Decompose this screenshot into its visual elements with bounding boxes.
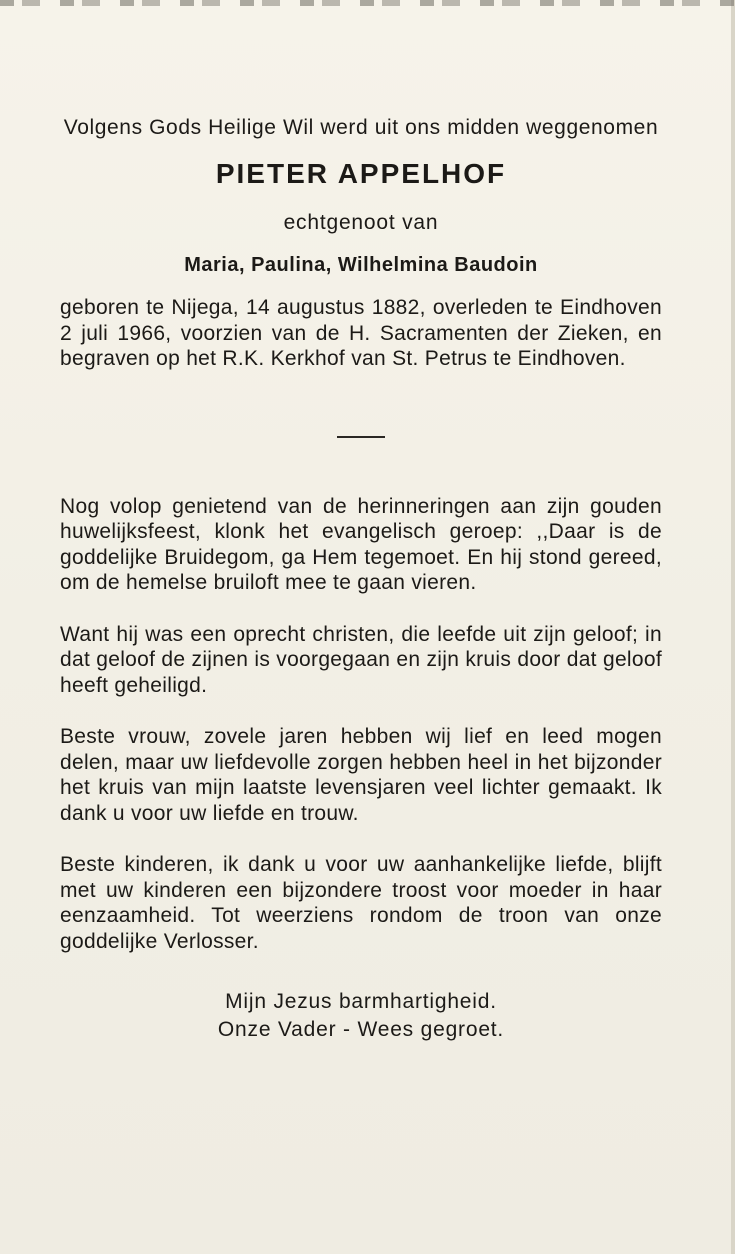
paragraph-4: Beste kinderen, ik dank u voor uw aanhankelijke liefde, blijft met uw kinderen een bijzondere troost voor moeder in haar eenzaamheid. Tot weerziens rondom de troon van onze goddelijke Verlosser. <box>60 853 662 953</box>
life-details: geboren te Nijega, 14 augustus 1882, overleden te Eindhoven 2 juli 1966, voorzien van de H. Sacramenten der Zieken, en begraven op het R.K. Kerkhof van St. Petrus te Eindhoven. <box>60 296 662 370</box>
closing-line-1: Mijn Jezus barmhartigheid. <box>225 990 497 1013</box>
paragraph-2: Want hij was een oprecht christen, die leefde uit zijn geloof; in dat geloof de zijnen is voorgegaan en zijn kruis door dat geloof heeft geheiligd. <box>60 622 662 697</box>
intro-text: Volgens Gods Heilige Wil werd uit ons midden weggenomen <box>63 116 659 139</box>
paragraph-3: Beste vrouw, zovele jaren hebben wij lief en leed mogen delen, maar uw liefdevolle zorgen hebben heel in het bijzonder het kruis van mijn laatste levensjaren veel lichter gemaakt. Ik dank u voor uw liefde en trouw. <box>60 725 662 825</box>
paragraph-1: Nog volop genietend van de herinneringen aan zijn gouden huwelijksfeest, klonk het evangelisch geroep: ,,Daar is de goddelijke Bruidegom, ga Hem tegemoet. En hij stond gereed, om de hemelse bruiloft mee te gaan vieren. <box>60 494 662 594</box>
relation-text: echtgenoot van <box>283 211 439 234</box>
divider-line <box>337 436 385 438</box>
card-content <box>60 112 662 1044</box>
closing-prayer <box>60 988 662 1044</box>
deceased-name: PIETER APPELHOF <box>215 158 507 189</box>
spouse-name: Maria, Paulina, Wilhelmina Baudoin <box>184 254 538 276</box>
torn-top-edge <box>0 0 735 6</box>
closing-line-2: Onze Vader - Wees gegroet. <box>217 1018 505 1041</box>
